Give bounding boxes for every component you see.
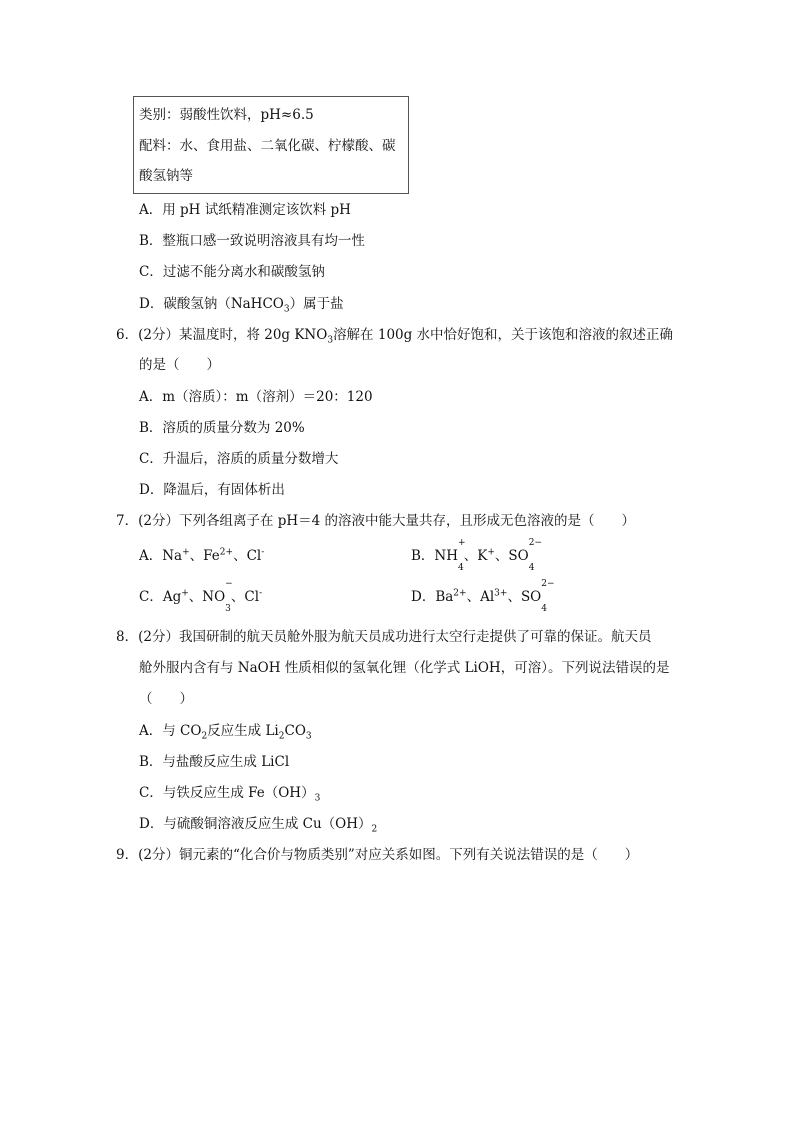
q8-option-a: A．与 $CO_2$反应生成 $Li_2CO_3$ — [139, 723, 312, 742]
q6-stem-subscript: 3 — [327, 335, 334, 346]
q5-option-c: C．过滤不能分离水和碳酸氢钠 — [139, 264, 325, 280]
q5-option-a: A．用 pH 试纸精准测定该饮料 pH — [139, 202, 351, 218]
q7-option-c: C．Ag+、NO − $_3$、Cl- — [139, 579, 263, 614]
q7-option-d: D．$Ba^{2+}$、$Al^{3+}$、SO 2− $_4$ — [411, 579, 555, 614]
q8-option-b: B．与盐酸反应生成 LiCl — [139, 754, 290, 770]
q7-option-b: B．NH + $_4$、K+、SO 2− $_4$ — [411, 538, 542, 573]
label-line-1: 类别：弱酸性饮料，pH≈6.5 — [139, 107, 314, 123]
q6-stem-line-2: 的是（ ） — [139, 357, 220, 373]
q5-option-d — [139, 295, 344, 313]
q5-option-d-text: D．碳酸氢钠（NaHCO — [139, 296, 284, 312]
q5-option-b: B．整瓶口感一致说明溶液具有均一性 — [139, 233, 365, 249]
q6-stem-text-end: 溶解在 100g 水中恰好饱和，关于该饱和溶液的叙述正确 — [333, 327, 674, 343]
q6-option-b: B．溶质的质量分数为 20% — [139, 420, 305, 436]
q8-stem-line-2: 舱外服内含有与 NaOH 性质相似的氢氧化锂（化学式 LiOH，可溶）。下列说法错误的是 — [139, 660, 670, 676]
q7-stem: 7．(2分）下列各组离子在 pH＝4 的溶液中能大量共存，且形成无色溶液的是（ ） — [116, 513, 636, 529]
q8-option-d: D．与硫酸铜溶液反应生成 $Cu(OH)_2$ — [139, 816, 378, 835]
label-line-2: 配料：水、食用盐、二氧化碳、柠檬酸、碳 — [139, 138, 396, 154]
q8-stem-line-1: 8．(2分）我国研制的航天员舱外服为航天员成功进行太空行走提供了可靠的保证。航天员 — [116, 629, 652, 645]
q6-option-a: A．m（溶质）：m（溶剂）＝20：120 — [139, 389, 373, 405]
q6-option-c: C．升温后，溶质的质量分数增大 — [139, 451, 339, 467]
label-line-3: 酸氢钠等 — [139, 168, 193, 184]
q8-stem-line-3: （ ） — [139, 691, 193, 707]
q5-option-d-text-end: ）属于盐 — [289, 296, 344, 312]
q9-stem: 9．(2分）铜元素的“化合价与物质类别”对应关系如图。下列有关说法错误的是（ ） — [116, 847, 639, 863]
q5-option-d-subscript: 3 — [283, 304, 290, 315]
q6-option-d: D．降温后，有固体析出 — [139, 482, 285, 498]
q6-stem-text: 6．(2分）某温度时，将 20g KNO — [116, 327, 328, 343]
q7-option-a: A．Na+、$Fe^{2+}$、Cl- — [139, 547, 265, 564]
q8-option-c: C．与铁反应生成 $Fe(OH)_3$ — [139, 785, 321, 804]
q6-stem-line-1 — [116, 326, 673, 344]
